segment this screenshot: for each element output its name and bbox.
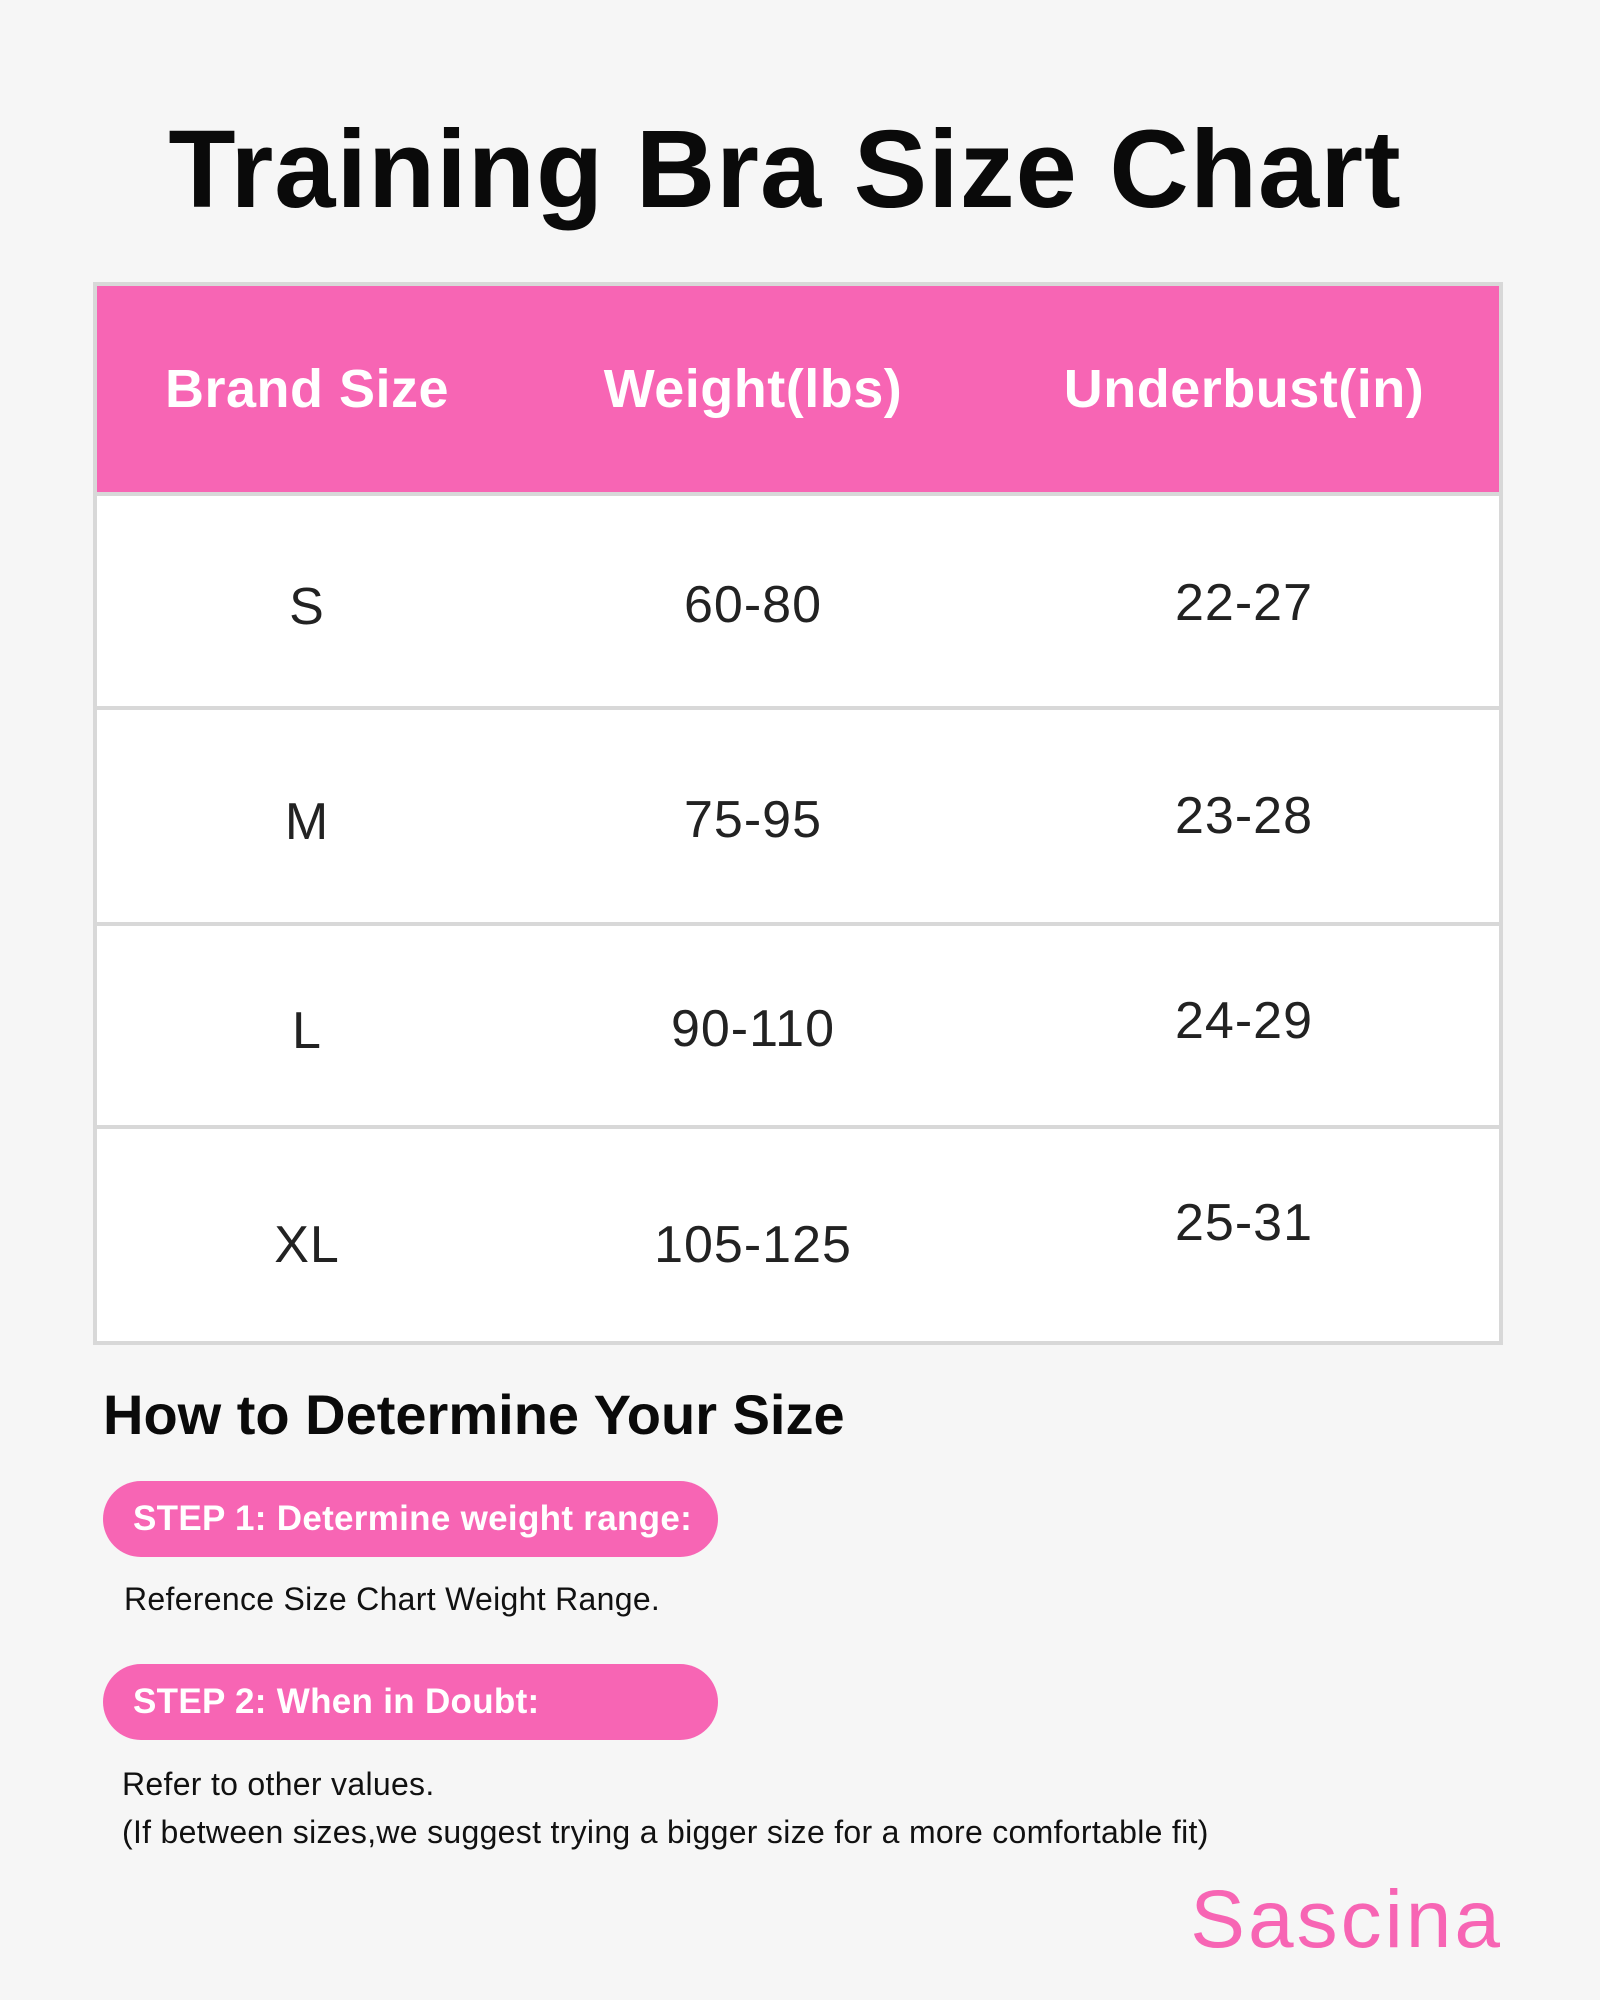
header-brand-size: Brand Size — [164, 359, 450, 419]
table-row — [97, 1129, 1499, 1341]
table-header — [97, 286, 1499, 496]
cell-underbust: 23-28 — [1175, 787, 1313, 845]
cell-size: S — [289, 578, 325, 636]
step-2-text-line-1: Refer to other values. — [122, 1766, 435, 1802]
cell-size: M — [284, 793, 330, 851]
cell-size: XL — [274, 1216, 340, 1274]
table-row — [97, 926, 1499, 1129]
page-title: Training Bra Size Chart — [168, 108, 1402, 231]
brand-logo: Sascina — [1190, 1874, 1503, 1965]
table-row — [97, 496, 1499, 710]
cell-size: L — [292, 1002, 322, 1060]
cell-underbust: 25-31 — [1175, 1194, 1313, 1252]
guide-heading: How to Determine Your Size — [103, 1383, 845, 1446]
header-underbust: Underbust(in) — [1063, 359, 1425, 419]
cell-weight: 105-125 — [654, 1216, 852, 1274]
cell-weight: 75-95 — [684, 791, 822, 849]
cell-weight: 90-110 — [670, 1000, 836, 1058]
header-weight: Weight(lbs) — [603, 359, 903, 419]
size-chart-table — [93, 282, 1503, 1345]
step-2-badge: STEP 2: When in Doubt: — [103, 1664, 718, 1740]
cell-weight: 60-80 — [684, 576, 822, 634]
cell-underbust: 22-27 — [1175, 574, 1313, 632]
step-2-text-line-2: (If between sizes,we suggest trying a bigger size for a more comfortable fit) — [122, 1814, 1209, 1850]
cell-underbust: 24-29 — [1175, 992, 1313, 1050]
step-1-text: Reference Size Chart Weight Range. — [124, 1581, 661, 1617]
step-1-badge: STEP 1: Determine weight range: — [103, 1481, 718, 1557]
table-row — [97, 710, 1499, 926]
